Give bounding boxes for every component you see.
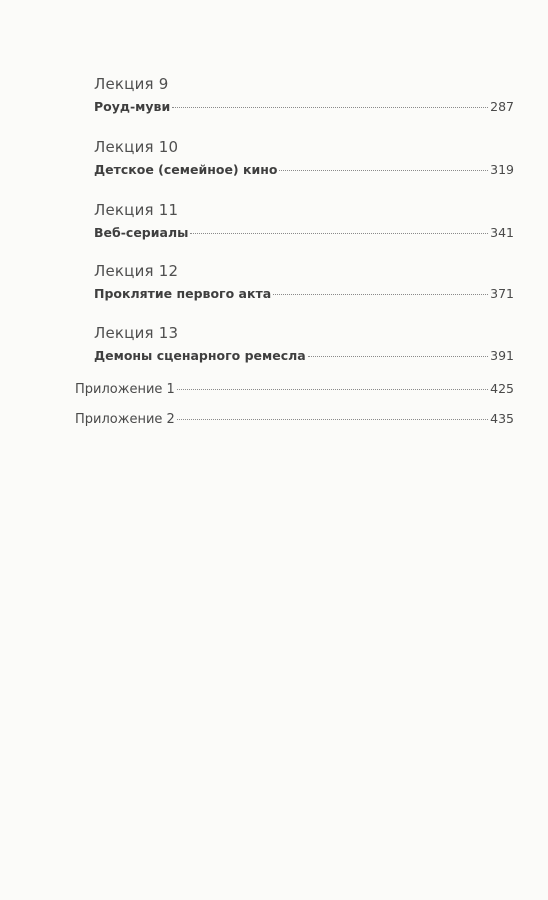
toc-entry bbox=[94, 348, 514, 363]
lecture-number: Лекция 9 bbox=[94, 75, 169, 93]
page-number: 371 bbox=[490, 286, 514, 301]
lecture-number: Лекция 13 bbox=[94, 324, 179, 342]
toc-appendix-1 bbox=[75, 381, 514, 397]
appendix-title: Приложение 1 bbox=[75, 382, 175, 397]
dot-leader bbox=[190, 233, 488, 234]
page-number: 425 bbox=[490, 381, 514, 396]
entry-title: Детское (семейное) кино bbox=[94, 162, 278, 177]
entry-title: Проклятие первого акта bbox=[94, 286, 272, 301]
entry-title: Веб-сериалы bbox=[94, 225, 189, 240]
page-number: 391 bbox=[490, 348, 514, 363]
toc-lecture-12 bbox=[94, 262, 514, 301]
dot-leader bbox=[279, 170, 488, 171]
page-number: 287 bbox=[490, 99, 514, 114]
entry-title: Роуд-муви bbox=[94, 99, 171, 114]
dot-leader bbox=[273, 294, 488, 295]
toc-entry bbox=[94, 286, 514, 301]
toc-entry bbox=[94, 99, 514, 114]
page-number: 435 bbox=[490, 411, 514, 426]
toc-lecture-9 bbox=[94, 75, 514, 114]
dot-leader bbox=[177, 389, 488, 390]
dot-leader bbox=[177, 419, 488, 420]
dot-leader bbox=[172, 107, 488, 108]
lecture-number: Лекция 12 bbox=[94, 262, 179, 280]
toc-appendix-2 bbox=[75, 411, 514, 427]
toc-lecture-11 bbox=[94, 201, 514, 240]
page-number: 341 bbox=[490, 225, 514, 240]
page-number: 319 bbox=[490, 162, 514, 177]
toc-lecture-13 bbox=[94, 324, 514, 363]
entry-title: Демоны сценарного ремесла bbox=[94, 348, 306, 363]
lecture-number: Лекция 10 bbox=[94, 138, 179, 156]
dot-leader bbox=[308, 356, 488, 357]
toc-entry bbox=[94, 162, 514, 177]
toc-lecture-10 bbox=[94, 138, 514, 177]
appendix-title: Приложение 2 bbox=[75, 412, 175, 427]
lecture-number: Лекция 11 bbox=[94, 201, 179, 219]
toc-entry bbox=[94, 225, 514, 240]
